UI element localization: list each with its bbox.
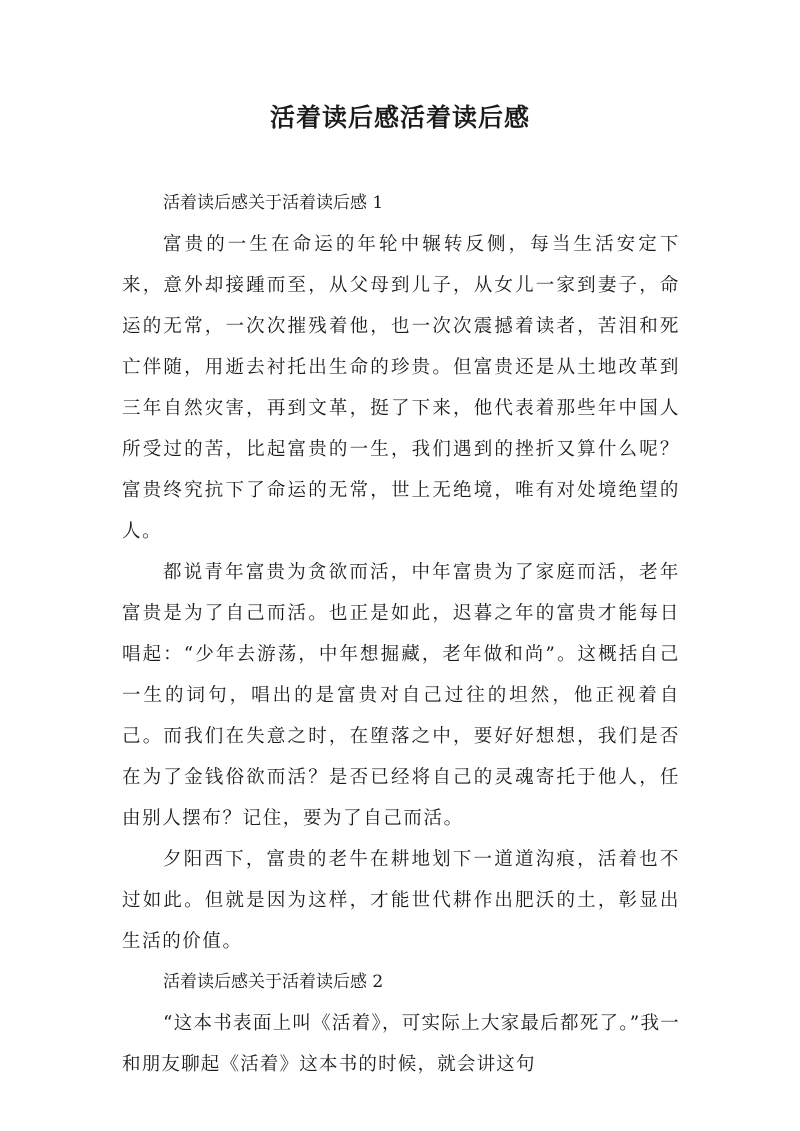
section-heading-2: 活着读后感关于活着读后感 2 [163,972,384,992]
document-body [122,183,680,1085]
section-heading-1: 活着读后感关于活着读后感 1 [163,193,384,213]
paragraph-3: 夕阳西下，富贵的老牛在耕地划下一道道沟痕，活着也不过如此。但就是因为这样，才能世代耕作出肥沃的土，彰显出生活的价值。 [122,849,680,952]
paragraph-2: 都说青年富贵为贪欲而活，中年富贵为了家庭而活，老年富贵是为了自己而活。也正是如此，迟暮之年的富贵才能每日唱起：“少年去游荡，中年想掘藏，老年做和尚”。这概括自己一生的词句，唱出的是富贵对自己过往的坦然，他正视着自己。而我们在失意之时，在堕落之中，要好好想想，我们是否在为了金钱俗欲而活？是否已经将自己的灵魂寄托于他人，任由别人摆布？记住，要为了自己而活。 [122,562,680,829]
paragraph-1: 富贵的一生在命运的年轮中辗转反侧，每当生活安定下来，意外却接踵而至，从父母到儿子，从女儿一家到妻子，命运的无常，一次次摧残着他，也一次次震撼着读者，苦泪和死亡伴随，用逝去衬托出生命的珍贵。但富贵还是从土地改革到三年自然灾害，再到文革，挺了下来，他代表着那些年中国人所受过的苦，比起富贵的一生，我们遇到的挫折又算什么呢？富贵终究抗下了命运的无常，世上无绝境，唯有对处境绝望的人。 [122,234,680,542]
paragraph-4: “这本书表面上叫《活着》，可实际上大家最后都死了。”我一和朋友聊起《活着》这本书的时候，就会讲这句 [122,1013,680,1075]
document-title: 活着读后感活着读后感 [269,103,530,132]
